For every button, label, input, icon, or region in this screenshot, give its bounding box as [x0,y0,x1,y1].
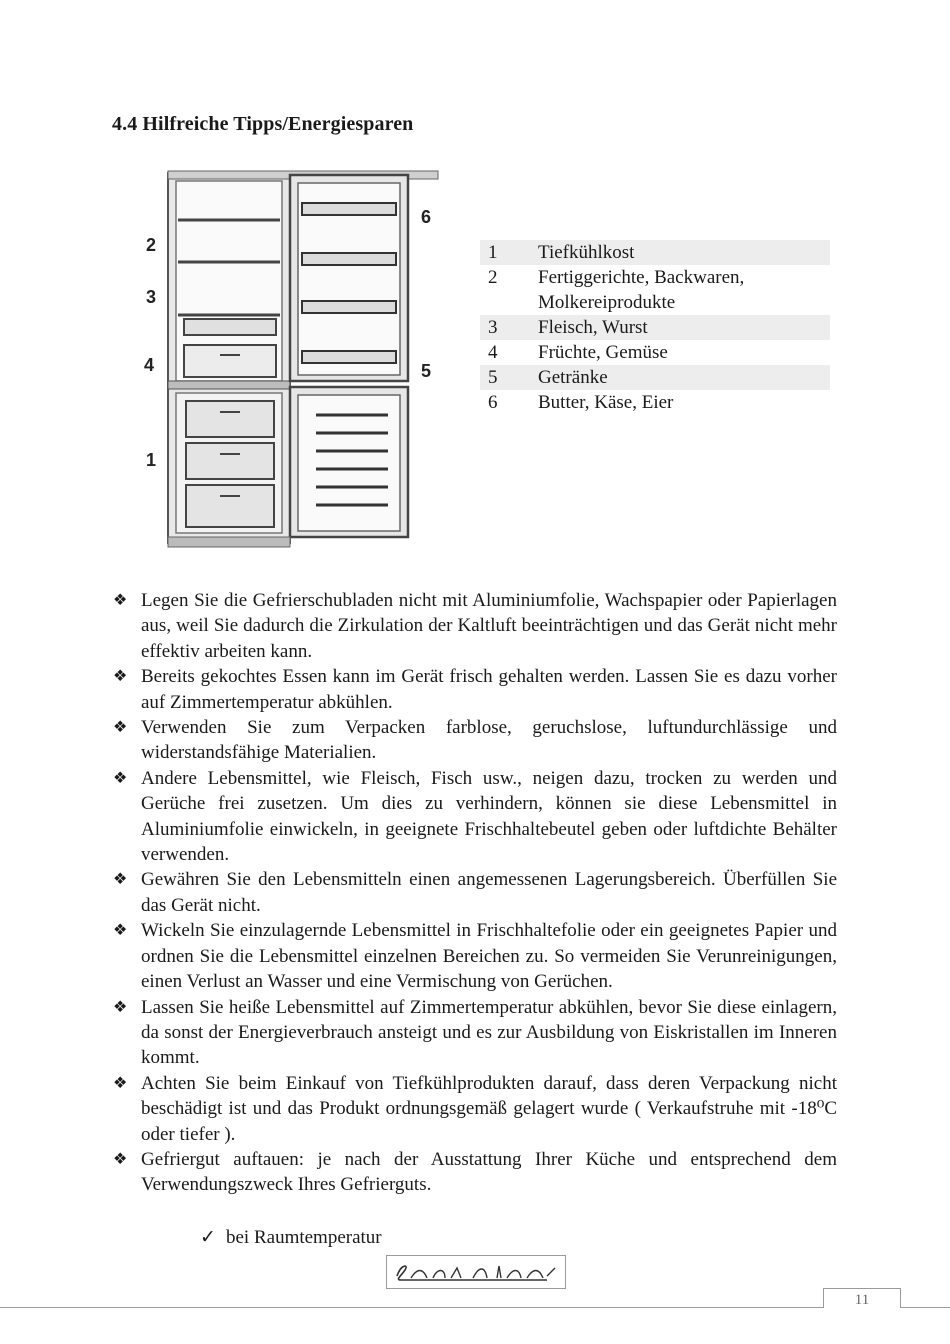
legend-number: 1 [480,240,538,265]
tip-item [113,715,837,766]
fridge-diagram [138,165,443,560]
tip-item [113,918,837,994]
figure-label-6: 6 [421,207,432,227]
legend-number: 5 [480,365,538,390]
legend-number: 2 [488,267,498,288]
tip-text: Verwenden Sie zum Verpacken farblose, geruchslose, luftundurchlässige und widerstandsfähige Materialien. [141,717,837,764]
legend-table [480,240,830,415]
diamond-bullet-icon: ❖ [113,719,128,737]
tip-item [113,867,837,918]
tip-item [113,588,837,664]
tip-item [113,1147,837,1198]
diamond-bullet-icon: ❖ [113,592,128,609]
brand-logo-mark [387,1256,565,1288]
figure-label-5: 5 [421,361,432,381]
legend-text-line: Molkereiprodukte [538,292,676,313]
page-number: 11 [823,1288,901,1308]
tip-text: Achten Sie beim Einkauf von Tiefkühlprodukten darauf, dass deren Verpackung nicht beschädigt ist und das Produkt ordnungsgemäß gelagert wurde ( Verkaufstruhe mit -18⁰C oder tiefer ). [141,1072,837,1145]
legend-text: Tiefkühlkost [538,240,830,265]
tip-text: Wickeln Sie einzulagernde Lebensmittel in Frischhaltefolie oder ein geeignetes Papier und ordnen Sie die Lebensmittel einzelnen Bereichen zu. So vermeiden Sie Verunreinigungen, einen Verlust an Wasser und eine Vermischung von Gerüchen. [141,920,837,993]
figure-label-3: 3 [146,287,157,307]
brand-logo [386,1255,566,1289]
diamond-bullet-icon: ❖ [113,769,128,787]
legend-number: 6 [488,392,498,413]
legend-row [480,265,830,315]
legend-text-line: Fertiggerichte, Backwaren, [538,267,745,288]
tip-item [113,1071,837,1147]
sub-item-text: bei Raumtemperatur [226,1227,382,1248]
legend-text: Fleisch, Wurst [538,315,830,340]
sub-item [200,1225,382,1250]
diamond-bullet-icon: ❖ [113,668,128,686]
legend-row [480,340,830,365]
legend-text: Getränke [538,365,830,390]
diamond-bullet-icon: ❖ [113,1074,128,1092]
legend-row [480,240,830,265]
figure-label-2: 2 [146,235,157,255]
checkmark-icon: ✓ [200,1227,216,1248]
legend-number: 4 [488,342,498,363]
tip-text: Bereits gekochtes Essen kann im Gerät frisch gehalten werden. Lassen Sie es dazu vorher auf Zimmertemperatur abkühlen. [141,666,837,713]
legend-text [538,265,830,315]
legend-row [480,390,830,415]
legend-number: 3 [480,315,538,340]
legend-text: Früchte, Gemüse [538,342,668,363]
diamond-bullet-icon: ❖ [113,998,128,1016]
figure-label-4: 4 [144,355,155,375]
figure-label-1: 1 [146,450,157,470]
legend-text: Butter, Käse, Eier [538,392,674,413]
tip-text: Legen Sie die Gefrierschubladen nicht mit Aluminiumfolie, Wachspapier oder Papierlagen aus, weil Sie dadurch die Zirkulation der Kaltluft beeinträchtigen und das Gerät nicht mehr effektiv arbeiten kann. [141,590,837,662]
tip-item [113,766,837,868]
tips-list [113,588,837,1198]
section-title: 4.4 Hilfreiche Tipps/Energiesparen [112,113,414,135]
diamond-bullet-icon: ❖ [113,1150,128,1168]
legend-row [480,315,830,340]
footer-rule [0,1307,950,1308]
tip-text: Lassen Sie heiße Lebensmittel auf Zimmertemperatur abkühlen, bevor Sie diese einlagern, da sonst der Energieverbrauch ansteigt und es zur Ausbildung von Eiskristallen im Inneren kommt. [141,996,837,1069]
diamond-bullet-icon: ❖ [113,922,128,940]
tip-text: Gewähren Sie den Lebensmitteln einen angemessenen Lagerungsbereich. Überfüllen Sie das Gerät nicht. [141,869,837,916]
diamond-bullet-icon: ❖ [113,871,128,889]
tip-text: Gefriergut auftauen: je nach der Ausstattung Ihrer Küche und entsprechend dem Verwendungszweck Ihres Gefrierguts. [141,1148,837,1196]
legend-row [480,365,830,390]
tip-item [113,995,837,1071]
tip-item [113,664,837,715]
fridge-drawing [138,165,443,560]
tip-text: Andere Lebensmittel, wie Fleisch, Fisch usw., neigen dazu, trocken zu werden und Gerüche frei zusetzen. Um dies zu verhindern, können sie diese Lebensmittel in Aluminiumfolie einwickeln, in geeignete Frischhaltebeutel geben oder luftdichte Behälter verwenden. [141,767,837,866]
